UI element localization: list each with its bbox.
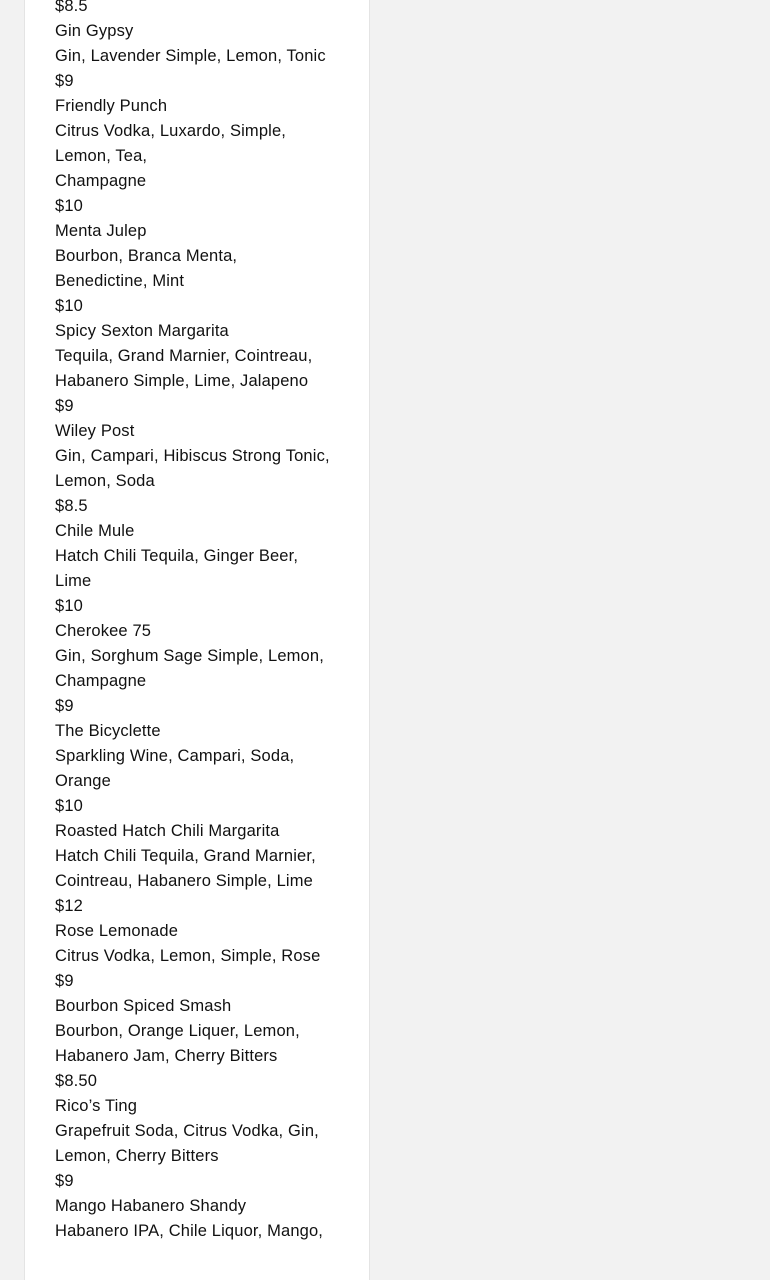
menu-line: $8.50 <box>55 1072 98 1090</box>
menu-line: $9 <box>55 1172 74 1190</box>
menu-line: Habanero IPA, Chile Liquor, Mango, <box>55 1222 324 1240</box>
menu-line: Benedictine, Mint <box>55 272 185 290</box>
menu-line: Gin, Sorghum Sage Simple, Lemon, <box>55 647 324 665</box>
menu-line: Spicy Sexton Margarita <box>55 322 229 340</box>
menu-line: Bourbon, Orange Liquer, Lemon, <box>55 1022 300 1040</box>
menu-line: Gin, Lavender Simple, Lemon, Tonic <box>55 47 326 65</box>
menu-line: Gin, Campari, Hibiscus Strong Tonic, <box>55 447 330 465</box>
menu-line: Chile Mule <box>55 522 135 540</box>
menu-line: Citrus Vodka, Luxardo, Simple, <box>55 122 287 140</box>
menu-line: Grapefruit Soda, Citrus Vodka, Gin, <box>55 1122 319 1140</box>
menu-line: Lemon, Soda <box>55 472 155 490</box>
menu-line: The Bicyclette <box>55 722 161 740</box>
cocktail-menu-list <box>55 0 355 1244</box>
menu-line: $9 <box>55 697 74 715</box>
menu-line: Mango Habanero Shandy <box>55 1197 247 1215</box>
menu-line: Bourbon, Branca Menta, <box>55 247 238 265</box>
menu-line: Cointreau, Habanero Simple, Lime <box>55 872 313 890</box>
menu-line: Tequila, Grand Marnier, Cointreau, <box>55 347 313 365</box>
menu-line: Orange <box>55 772 111 790</box>
menu-line: Lime <box>55 572 92 590</box>
menu-line: Gin Gypsy <box>55 22 134 40</box>
menu-line: Hatch Chili Tequila, Grand Marnier, <box>55 847 316 865</box>
menu-line: $8.5 <box>55 0 88 15</box>
menu-line: Cherokee 75 <box>55 622 152 640</box>
menu-line: $9 <box>55 972 74 990</box>
menu-line: Friendly Punch <box>55 97 168 115</box>
menu-line: $8.5 <box>55 497 88 515</box>
menu-line: Champagne <box>55 672 147 690</box>
menu-line: $10 <box>55 197 83 215</box>
menu-line: Rose Lemonade <box>55 922 179 940</box>
menu-line: Sparkling Wine, Campari, Soda, <box>55 747 295 765</box>
menu-line: $10 <box>55 797 83 815</box>
menu-line: Champagne <box>55 172 147 190</box>
menu-line: Habanero Jam, Cherry Bitters <box>55 1047 278 1065</box>
menu-line: Menta Julep <box>55 222 147 240</box>
menu-line: $9 <box>55 72 74 90</box>
menu-line: Roasted Hatch Chili Margarita <box>55 822 280 840</box>
menu-line: $9 <box>55 397 74 415</box>
menu-line: Lemon, Cherry Bitters <box>55 1147 219 1165</box>
menu-line: Wiley Post <box>55 422 135 440</box>
menu-line: $12 <box>55 897 83 915</box>
menu-line: Bourbon Spiced Smash <box>55 997 232 1015</box>
menu-line: Hatch Chili Tequila, Ginger Beer, <box>55 547 299 565</box>
menu-line: $10 <box>55 597 83 615</box>
menu-line: Habanero Simple, Lime, Jalapeno <box>55 372 309 390</box>
menu-line: Lemon, Tea, <box>55 147 148 165</box>
menu-line: $10 <box>55 297 83 315</box>
menu-line: Rico’s Ting <box>55 1097 138 1115</box>
menu-line: Citrus Vodka, Lemon, Simple, Rose <box>55 947 321 965</box>
